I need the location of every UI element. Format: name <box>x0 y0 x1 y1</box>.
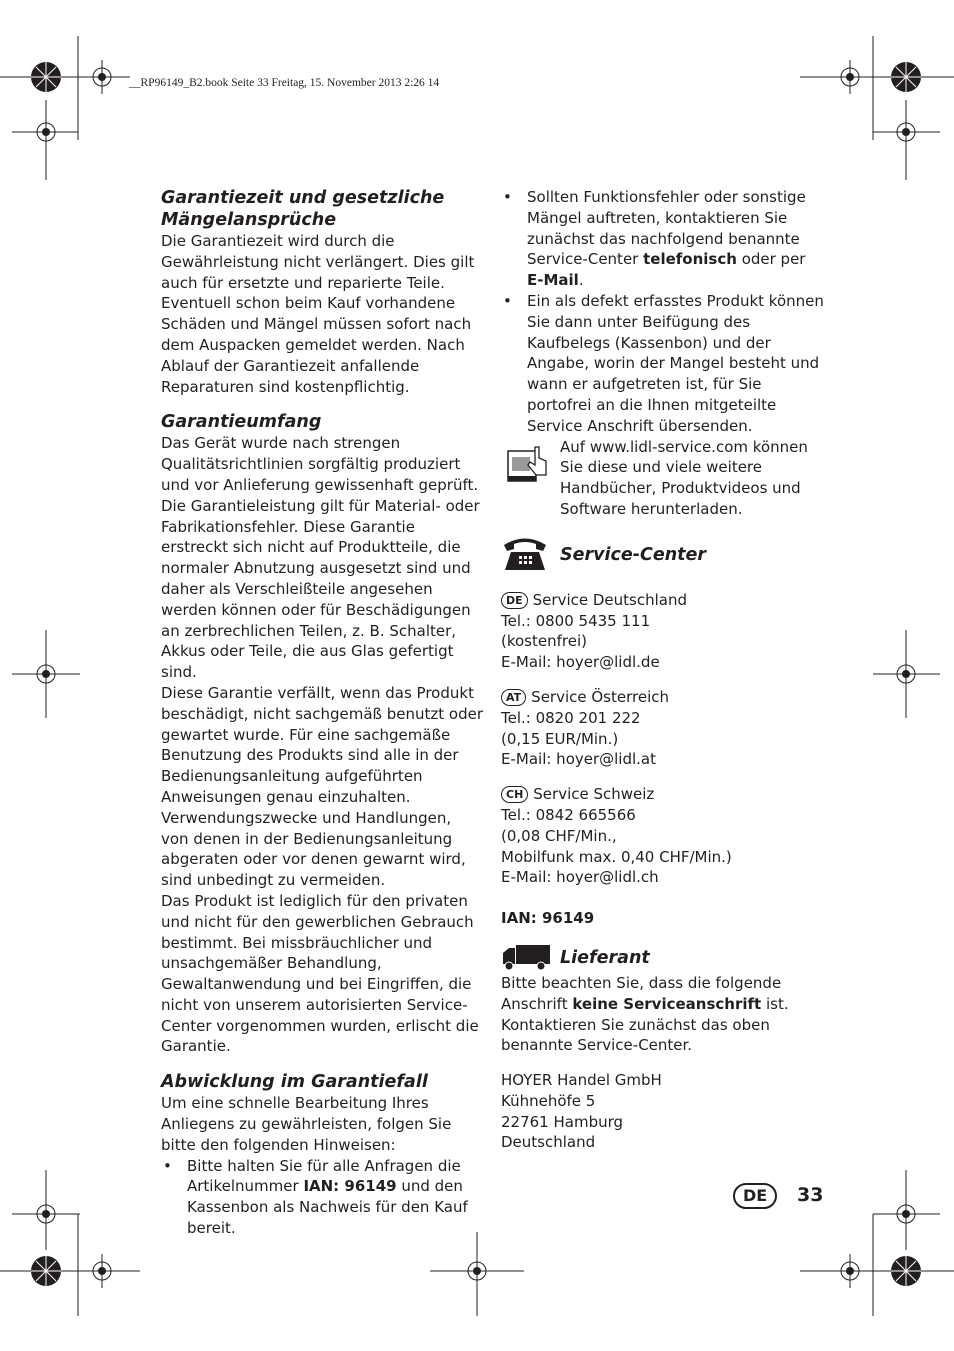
language-badge: DE <box>733 1183 777 1209</box>
service-ch-note-2: Mobilfunk max. 0,40 CHF/Min.) <box>501 847 732 866</box>
address-line-3: 22761 Hamburg <box>501 1112 624 1131</box>
scope-paragraph-2: Die Garantieleistung gilt für Material- oder Fabrikationsfehler. Diese Garantie erstreckt sich nicht auf Produktteile, die normaler Abnutzung ausgesetzt sind und daher als Verschleißteile angesehen werden können oder für Beschädigungen an zerbrechlichen Teilen, z. B. Schalter, Akkus oder Teile, die aus Glas gefertigt sind. <box>161 496 480 682</box>
service-de-note: (kostenfrei) <box>501 632 587 651</box>
bullet-item-ian: • Bitte halten Sie für alle Anfragen die Artikelnummer IAN: 96149 und den Kassenbon als Nachweis für den Kauf bereit. <box>161 1156 483 1239</box>
truck-icon <box>501 943 551 971</box>
service-ch-tel: Tel.: 0842 665566 <box>501 805 636 824</box>
address-line-4: Deutschland <box>501 1133 596 1152</box>
bullet-item-send: • Ein als defekt erfasstes Produkt können Sie dann unter Beifügung des Kaufbelegs (Kassenbon) und der Angabe, worin der Mangel besteht und wann er aufgetreten ist, für Sie portofrei an die Ihnen mitgeteilte Service Anschrift übersenden. <box>501 291 825 437</box>
scope-title: Garantieumfang <box>161 412 322 433</box>
warranty-text: Die Garantiezeit wird durch die Gewährleistung nicht verlängert. Dies gilt auch für ersetzte und reparierte Teile. Eventuell schon beim Kauf vorhandene Schäden und Mängel müssen sofort nach dem Auspacken gemeldet werden. Nach Ablauf der Garantiezeit anfallende Reparaturen sind kostenpflichtig. <box>161 232 475 396</box>
service-header <box>501 532 825 576</box>
supplier-header <box>501 941 825 973</box>
handling-title: Abwicklung im Garantiefall <box>161 1072 428 1093</box>
left-column <box>161 187 483 1239</box>
ch-badge: CH <box>501 786 528 803</box>
download-block <box>501 437 825 520</box>
scope-paragraph-4: Das Produkt ist lediglich für den privaten und nicht für den gewerblichen Gebrauch bestimmt. Bei missbräuchlicher und unsachgemäßer Behandlung, Gewaltanwendung und bei Eingriffen, die nicht von unserem autorisierten Service-Center vorgenommen wurden, erlischt die Garantie. <box>161 891 479 1056</box>
supplier-title: Lieferant <box>560 947 650 968</box>
service-center-title: Service-Center <box>560 544 707 565</box>
service-at-note: (0,15 EUR/Min.) <box>501 729 619 748</box>
scope-paragraph-3: Diese Garantie verfällt, wenn das Produkt beschädigt, nicht sachgemäß benutzt oder gewartet wurde. Für eine sachgemäße Benutzung des Produkts sind alle in der Bedienungsanleitung aufgeführten Anweisungen genau einzuhalten. Verwendungszwecke und Handlungen, von denen in der Bedienungsanleitung abgeraten oder vor denen gewarnt wird, sind unbedingt zu vermeiden. <box>161 683 484 890</box>
service-ch-note-1: (0,08 CHF/Min., <box>501 826 617 845</box>
page-number: 33 <box>797 1184 824 1206</box>
address-line-2: Kühnehöfe 5 <box>501 1091 596 1110</box>
warranty-title-2: Mängelansprüche <box>161 210 337 230</box>
scope-paragraph-1: Das Gerät wurde nach strengen Qualitätsrichtlinien sorgfältig produziert und vor Anlieferung gewissenhaft geprüft. <box>161 434 479 494</box>
handling-intro: Um eine schnelle Bearbeitung Ihres Anliegens zu gewährleisten, folgen Sie bitte den folgenden Hinweisen: <box>161 1094 452 1154</box>
service-de-mail: E-Mail: hoyer@lidl.de <box>501 653 660 672</box>
ian-number: IAN: 96149 <box>501 909 595 928</box>
service-at-tel: Tel.: 0820 201 222 <box>501 708 641 727</box>
download-text: Auf www.lidl-service.com können Sie diese und viele weitere Handbücher, Produktvideos und Software herunterladen. <box>560 437 808 518</box>
address-line-1: HOYER Handel GmbH <box>501 1071 662 1090</box>
warranty-title-1: Garantiezeit und gesetzliche <box>161 188 445 208</box>
service-de-tel: Tel.: 0800 5435 111 <box>501 611 651 630</box>
service-ch-name: CH Service Schweiz <box>501 784 825 805</box>
right-column <box>501 187 825 1153</box>
service-ch-mail: E-Mail: hoyer@lidl.ch <box>501 868 659 887</box>
service-at-name: AT Service Österreich <box>501 687 825 708</box>
service-de-name: DE Service Deutschland <box>501 590 825 611</box>
de-badge: DE <box>501 592 528 609</box>
telephone-icon <box>501 534 549 572</box>
supplier-text: Bitte beachten Sie, dass die folgende Anschrift keine Serviceanschrift ist. Kontaktieren Sie zunächst das oben benannte Service-Center. <box>501 973 789 1055</box>
at-badge: AT <box>501 689 526 706</box>
print-slug: __RP96149_B2.book Seite 33 Freitag, 15. November 2013 2:26 14 <box>129 77 440 89</box>
bullet-item-contact: • Sollten Funktionsfehler oder sonstige Mängel auftreten, kontaktieren Sie zunächst das nachfolgend benannte Service-Center telefonisch oder per E-Mail. <box>501 187 825 291</box>
service-at-mail: E-Mail: hoyer@lidl.at <box>501 750 657 769</box>
download-hand-icon <box>505 443 551 485</box>
